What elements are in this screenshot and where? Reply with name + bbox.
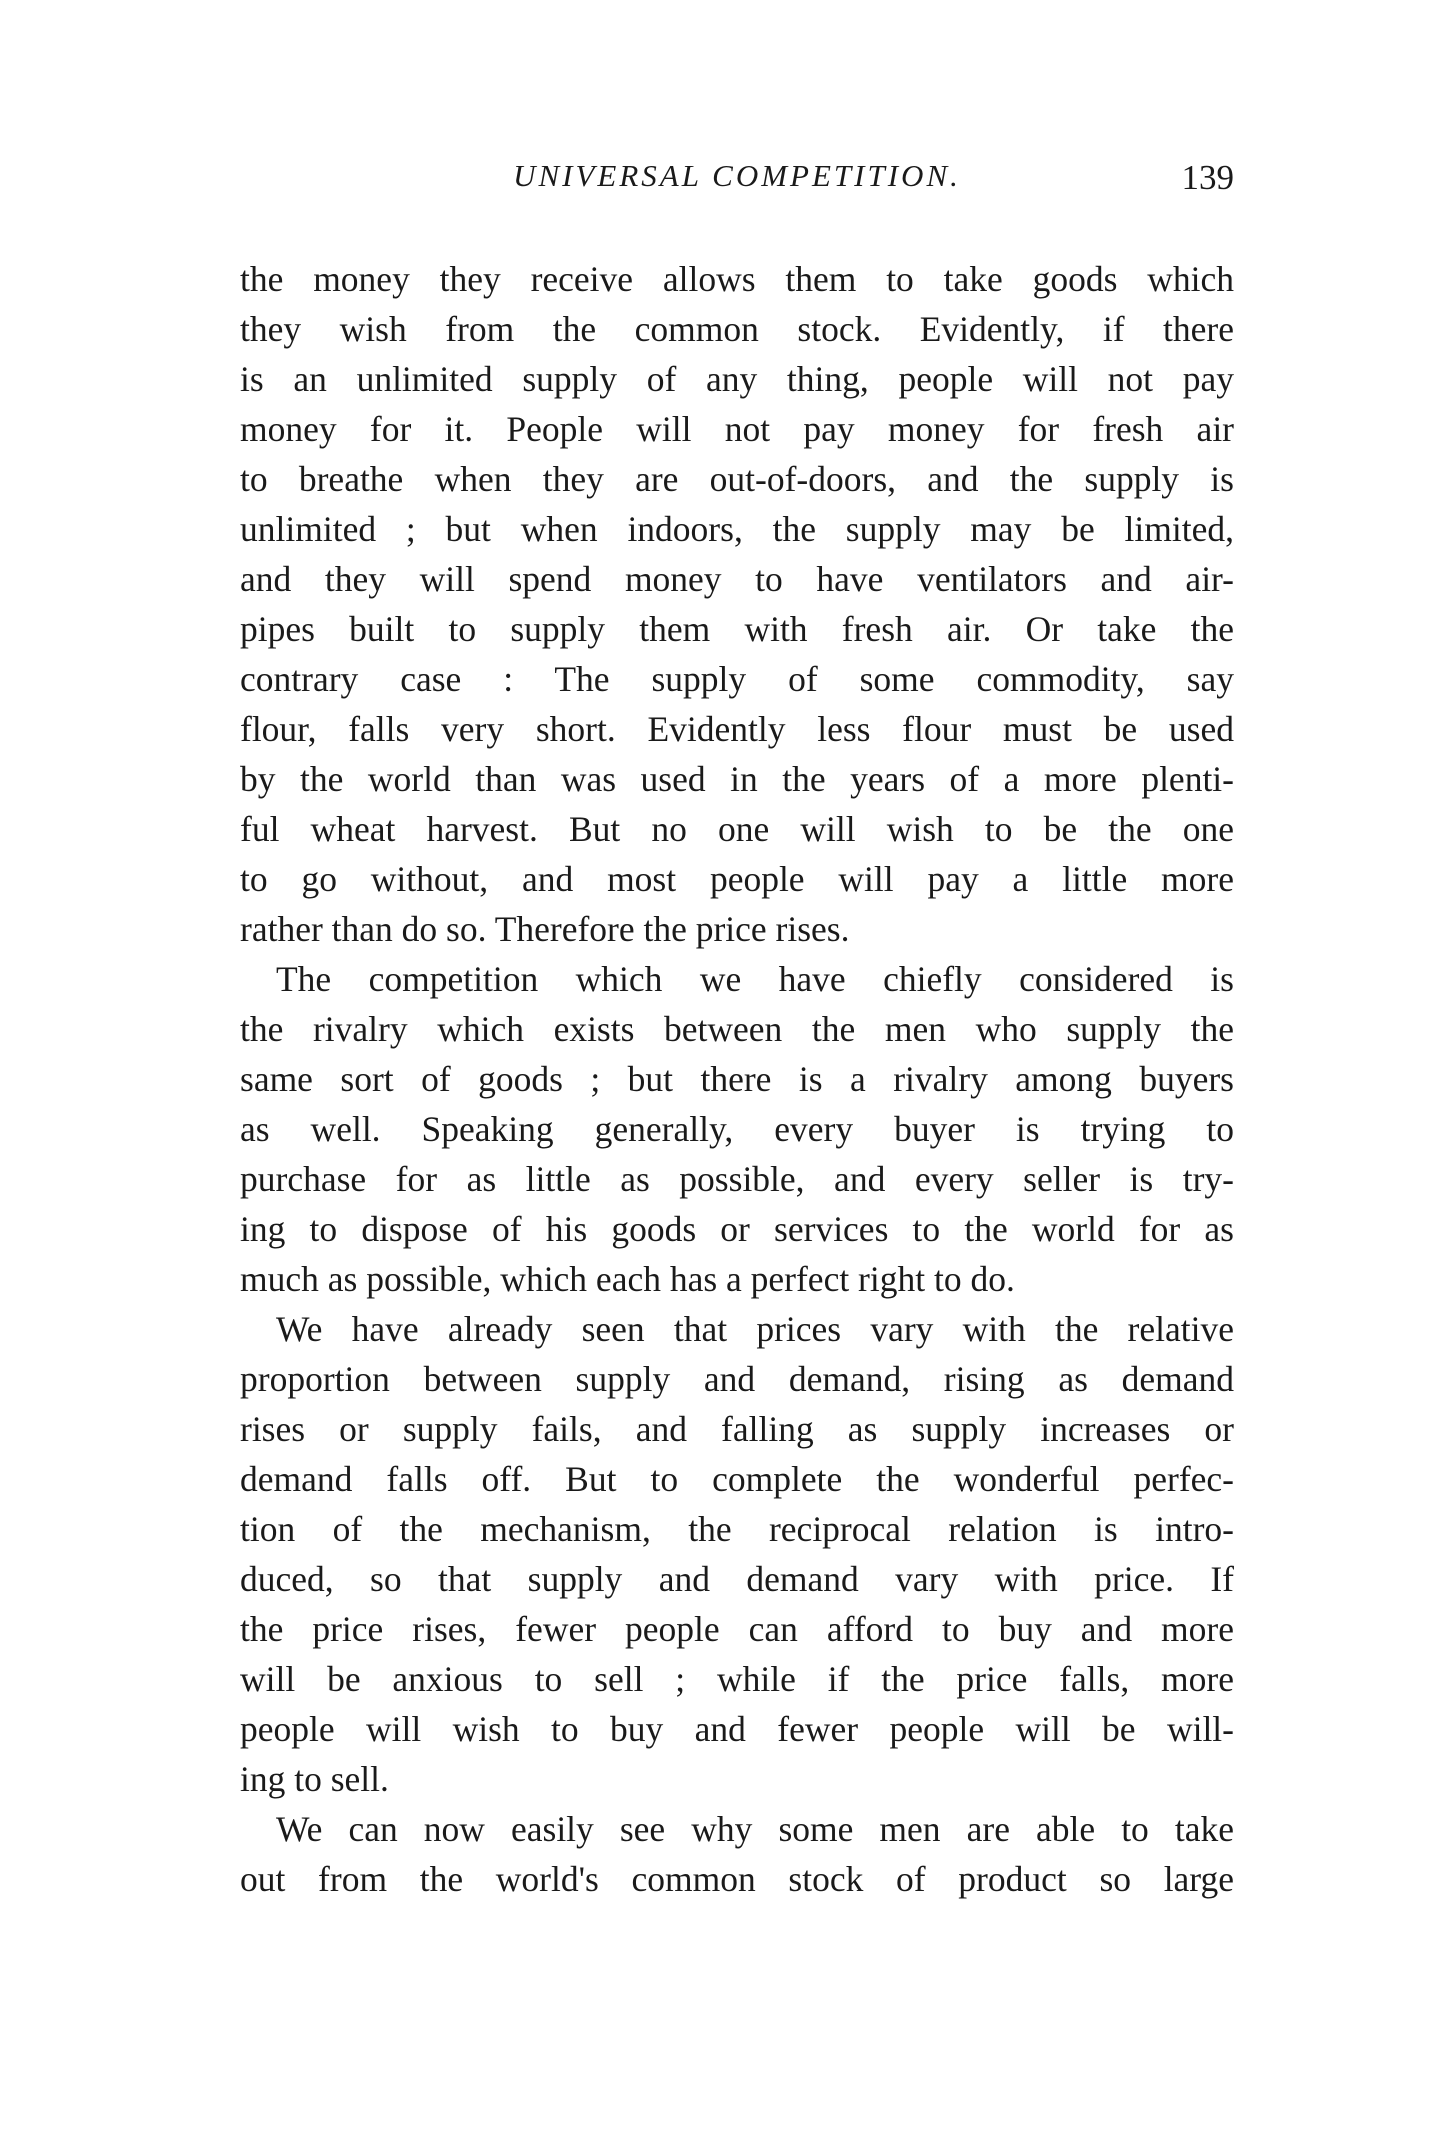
text-line: rather than do so. Therefore the price rises. [240,909,850,949]
text-line: duced, so that supply and demand vary with price. If [240,1559,1234,1599]
text-line: same sort of goods ; but there is a rivalry among buyers [240,1059,1234,1099]
text-line: tion of the mechanism, the reciprocal relation is intro- [240,1509,1234,1549]
text-line: pipes built to supply them with fresh air. Or take the [240,609,1234,649]
text-line: out from the world's common stock of product so large [240,1859,1234,1899]
paragraph [240,254,1234,954]
text-line: unlimited ; but when indoors, the supply may be limited, [240,509,1234,549]
paragraph [240,954,1234,1304]
page-header [240,158,1234,208]
text-line: and they will spend money to have ventilators and air- [240,559,1234,599]
text-line: the rivalry which exists between the men who supply the [240,1009,1234,1049]
text-line: money for it. People will not pay money for fresh air [240,409,1234,449]
text-line: rises or supply fails, and falling as supply increases or [240,1409,1234,1449]
text-line: We have already seen that prices vary with the relative [276,1309,1234,1349]
text-line: ing to sell. [240,1759,389,1799]
text-line: much as possible, which each has a perfect right to do. [240,1259,1015,1299]
text-line: purchase for as little as possible, and every seller is try- [240,1159,1234,1199]
text-line: the price rises, fewer people can afford to buy and more [240,1609,1234,1649]
text-line: flour, falls very short. Evidently less flour must be used [240,709,1234,749]
text-line: contrary case : The supply of some commodity, say [240,659,1234,699]
text-line: is an unlimited supply of any thing, people will not pay [240,359,1234,399]
text-line: the money they receive allows them to take goods which [240,259,1234,299]
text-line: The competition which we have chiefly considered is [276,959,1234,999]
text-line: proportion between supply and demand, rising as demand [240,1359,1234,1399]
page-number: 139 [1181,158,1234,197]
text-line: demand falls off. But to complete the wonderful perfec- [240,1459,1234,1499]
text-line: will be anxious to sell ; while if the price falls, more [240,1659,1234,1699]
text-line: as well. Speaking generally, every buyer is trying to [240,1109,1234,1149]
text-line: to breathe when they are out-of-doors, and the supply is [240,459,1234,499]
text-line: they wish from the common stock. Evidently, if there [240,309,1234,349]
text-line: people will wish to buy and fewer people will be will- [240,1709,1234,1749]
running-title: UNIVERSAL COMPETITION. [513,158,961,193]
paragraph [240,1304,1234,1804]
page-body [240,254,1234,1904]
text-line: ing to dispose of his goods or services to the world for as [240,1209,1234,1249]
text-line: to go without, and most people will pay a little more [240,859,1234,899]
text-line: by the world than was used in the years of a more plenti- [240,759,1234,799]
paragraph [240,1804,1234,1904]
text-line: We can now easily see why some men are able to take [276,1809,1234,1849]
text-line: ful wheat harvest. But no one will wish to be the one [240,809,1234,849]
